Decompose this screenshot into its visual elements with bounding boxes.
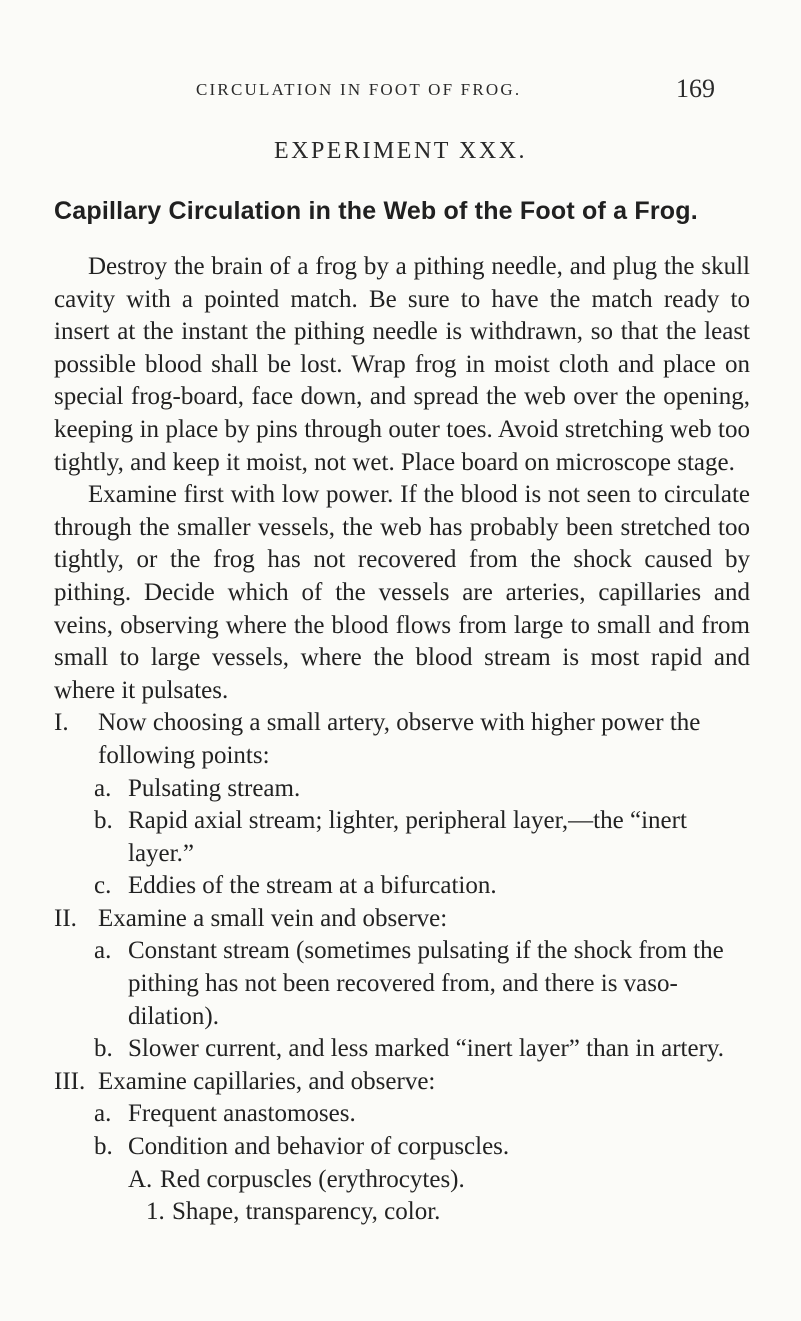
list-marker: b.: [94, 1035, 113, 1063]
list-item: [54, 1066, 750, 1099]
running-head: CIRCULATION IN FOOT OF FROG.: [196, 80, 522, 99]
paragraph-1: Destroy the brain of a frog by a pithing needle, and plug the skull cavity with a pointed match. Be sure to have the match ready to insert at the instant the pithing needle is withdrawn, so that the least possible blood shall be lost. Wrap frog in moist cloth and place on special frog-board, face down, and spread the web over the opening, keeping in place by pins through outer toes. Avoid stretching web too tightly, and keep it moist, not wet. Place board on microscope stage.: [54, 253, 750, 476]
list-marker: II.: [54, 904, 77, 932]
list-item-text: Now choosing a small artery, observe with higher power the following points:: [98, 709, 701, 769]
list-marker: a.: [94, 1100, 112, 1128]
list-item-text: Constant stream (sometimes pulsating if the shock from the pithing has not been recovered from, and there is vaso-dilation).: [128, 937, 724, 1030]
list-item-text: Red corpuscles (erythrocytes).: [160, 1165, 465, 1193]
list-item-text: Frequent anastomoses.: [128, 1100, 356, 1128]
list-item-text: Shape, transparency, color.: [172, 1198, 441, 1226]
experiment-title: EXPERIMENT XXX.: [273, 138, 528, 164]
list-item: [54, 935, 750, 1033]
list-item: [54, 805, 750, 870]
list-item: [54, 1131, 750, 1164]
section-heading: Capillary Circulation in the Web of the Foot of a Frog.: [54, 197, 698, 225]
body-text: [54, 251, 750, 1229]
list-item: [54, 1033, 750, 1066]
list-item: [54, 1196, 750, 1229]
list-item-text: Examine a small vein and observe:: [98, 904, 448, 932]
list-item: [54, 1098, 750, 1131]
list-item: [54, 903, 750, 936]
observation-list: [54, 707, 750, 1229]
list-item-text: Eddies of the stream at a bifurcation.: [128, 872, 497, 900]
list-item-text: Pulsating stream.: [128, 774, 301, 802]
list-item: [54, 773, 750, 806]
list-marker: A.: [128, 1165, 153, 1193]
list-item: [54, 1164, 750, 1197]
list-marker: c.: [94, 872, 112, 900]
list-item-text: Condition and behavior of corpuscles.: [128, 1133, 510, 1161]
list-marker: a.: [94, 774, 112, 802]
list-marker: III.: [54, 1067, 86, 1095]
page-number: 169: [676, 74, 715, 103]
list-item-text: Slower current, and less marked “inert layer” than in artery.: [128, 1035, 725, 1063]
list-item: [54, 870, 750, 903]
list-item: [54, 707, 750, 772]
list-marker: 1.: [146, 1198, 165, 1226]
list-item-text: Rapid axial stream; lighter, peripheral layer,—the “inert layer.”: [128, 807, 687, 867]
list-item-text: Examine capillaries, and observe:: [98, 1067, 436, 1095]
list-marker: b.: [94, 1133, 113, 1161]
paragraph-2: Examine first with low power. If the blood is not seen to circulate through the smaller vessels, the web has probably been stretched too tightly, or the frog has not recovered from the shock caused by pithing. Decide which of the vessels are arteries, capillaries and veins, observing where the blood flows from large to small and from small to large vessels, where the blood stream is most rapid and where it pulsates.: [54, 481, 750, 704]
list-marker: I.: [54, 709, 69, 737]
list-marker: a.: [94, 937, 112, 965]
list-marker: b.: [94, 807, 113, 835]
